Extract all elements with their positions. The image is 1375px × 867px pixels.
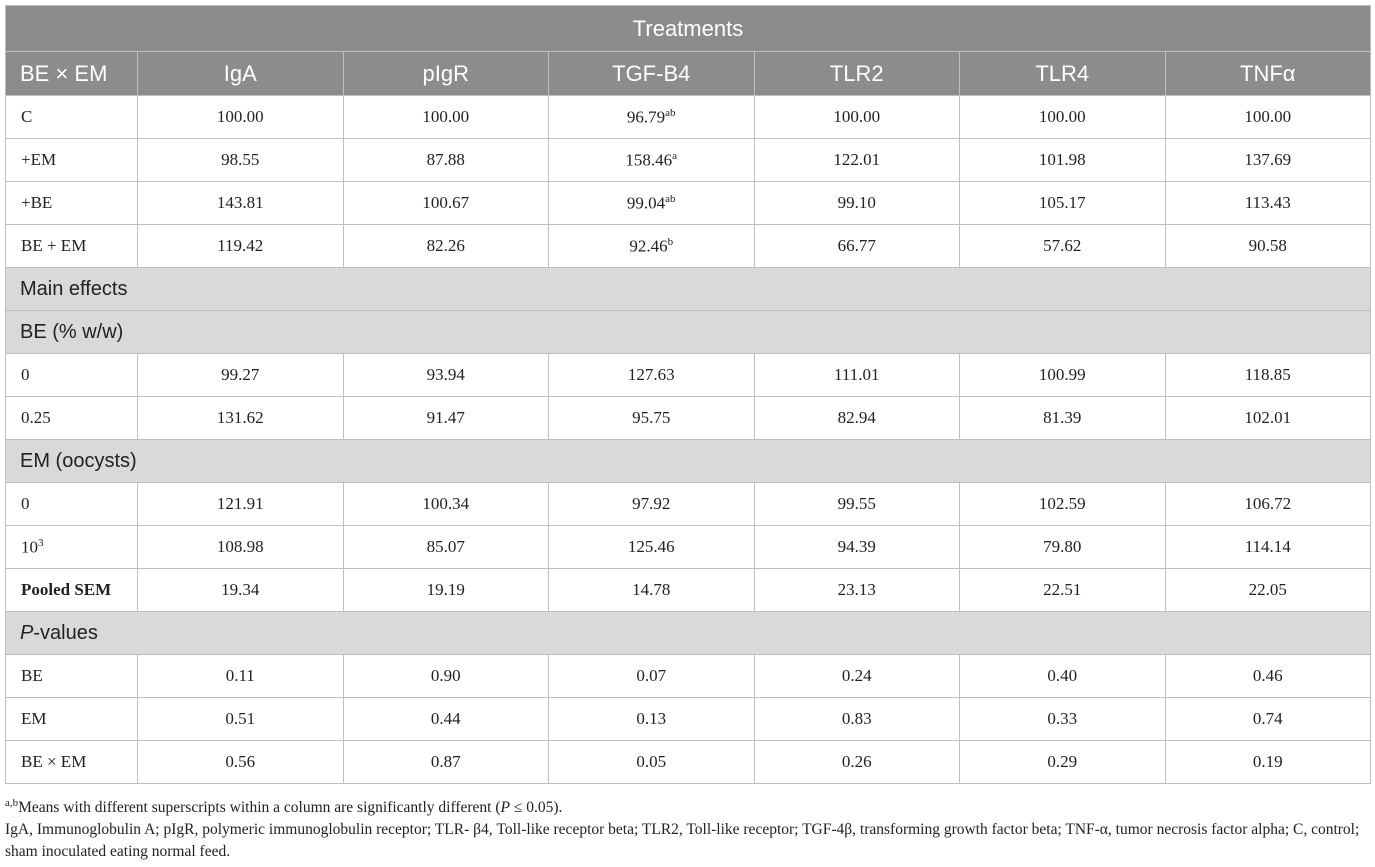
cell-value: 102.01 — [1244, 408, 1292, 427]
table-cell — [343, 569, 549, 612]
table-row — [6, 526, 1371, 569]
table-cell — [754, 483, 960, 526]
cell-value: 113.43 — [1244, 193, 1291, 212]
cell-value: 105.17 — [1038, 193, 1086, 212]
table-cell — [1165, 354, 1371, 397]
table-cell — [754, 96, 960, 139]
table-cell — [754, 655, 960, 698]
table-cell — [960, 483, 1166, 526]
section-row — [6, 440, 1371, 483]
table-row — [6, 698, 1371, 741]
row-label: +EM — [6, 139, 138, 182]
table-cell — [549, 526, 755, 569]
cell-superscript: ab — [665, 106, 676, 119]
cell-value: 137.69 — [1244, 150, 1292, 169]
cell-value: 158.46 — [625, 150, 673, 170]
section-row — [6, 268, 1371, 311]
table-cell — [138, 698, 344, 741]
cell-value: 111.01 — [834, 365, 880, 384]
pvalue-rows — [6, 655, 1371, 784]
table-cell — [960, 139, 1166, 182]
table-cell — [549, 139, 755, 182]
table-cell — [138, 741, 344, 784]
pooled-sem-rows — [6, 569, 1371, 612]
footnote-significance — [5, 792, 1370, 819]
table-cell — [549, 569, 755, 612]
section-label-em: EM (oocysts) — [6, 440, 1371, 483]
cell-value: 122.01 — [833, 150, 881, 169]
footnotes — [5, 792, 1370, 863]
results-table — [5, 5, 1371, 784]
row-label: BE — [6, 655, 138, 698]
table-cell — [960, 655, 1166, 698]
column-header-row — [6, 52, 1371, 96]
table-cell — [549, 182, 755, 225]
cell-value: 0.33 — [1047, 709, 1078, 728]
cell-value: 0.26 — [841, 752, 872, 771]
row-label-base: 10 — [21, 537, 38, 557]
table-cell — [138, 96, 344, 139]
column-header: BE × EM — [6, 52, 138, 96]
footnote-italic: P — [500, 799, 510, 817]
table-row — [6, 741, 1371, 784]
table-cell — [960, 182, 1166, 225]
cell-value: 57.62 — [1043, 236, 1082, 255]
cell-value: 98.55 — [221, 150, 260, 169]
table-cell — [138, 569, 344, 612]
table-cell — [138, 182, 344, 225]
table-cell — [343, 526, 549, 569]
cell-value: 0.90 — [430, 666, 461, 685]
section-label-be: BE (% w/w) — [6, 311, 1371, 354]
cell-value: 101.98 — [1038, 150, 1086, 169]
table-cell — [1165, 741, 1371, 784]
table-cell — [754, 526, 960, 569]
column-header: TGF-B4 — [549, 52, 755, 96]
table-cell — [754, 569, 960, 612]
table-cell — [1165, 655, 1371, 698]
cell-value: 100.00 — [216, 107, 264, 126]
cell-value: 114.14 — [1244, 537, 1291, 556]
table-cell — [754, 354, 960, 397]
section-label-main-effects: Main effects — [6, 268, 1371, 311]
table-row — [6, 569, 1371, 612]
cell-value: 0.46 — [1252, 666, 1283, 685]
table-cell — [343, 225, 549, 268]
cell-value: 87.88 — [426, 150, 465, 169]
table-cell — [754, 397, 960, 440]
table-title-row — [6, 6, 1371, 52]
table-cell — [343, 741, 549, 784]
cell-value: 0.11 — [225, 666, 255, 685]
cell-value: 99.55 — [837, 494, 876, 513]
section-label-pvalues — [6, 612, 1371, 655]
cell-value: 0.51 — [225, 709, 256, 728]
table-cell — [549, 397, 755, 440]
cell-value: 94.39 — [837, 537, 876, 556]
table-cell — [549, 741, 755, 784]
table-cell — [138, 655, 344, 698]
row-label: C — [6, 96, 138, 139]
cell-value: 0.44 — [430, 709, 461, 728]
row-label — [6, 526, 138, 569]
cell-value: 131.62 — [216, 408, 264, 427]
table-cell — [138, 225, 344, 268]
table-cell — [138, 526, 344, 569]
row-label: EM — [6, 698, 138, 741]
table-row — [6, 397, 1371, 440]
cell-value: 99.27 — [221, 365, 260, 384]
table-cell — [138, 397, 344, 440]
cell-value: 0.07 — [636, 666, 667, 685]
column-header: TNFα — [1165, 52, 1371, 96]
cell-value: 0.83 — [841, 709, 872, 728]
table-cell — [754, 698, 960, 741]
row-label: 0.25 — [6, 397, 138, 440]
cell-value: 95.75 — [632, 408, 671, 427]
cell-value: 0.56 — [225, 752, 256, 771]
section-row — [6, 612, 1371, 655]
footnote-sup: a,b — [5, 797, 19, 809]
table-cell — [138, 354, 344, 397]
table-cell — [138, 483, 344, 526]
results-table-container — [5, 5, 1370, 784]
row-label: +BE — [6, 182, 138, 225]
table-cell — [549, 96, 755, 139]
table-cell — [343, 139, 549, 182]
cell-value: 82.26 — [426, 236, 465, 255]
row-label: BE + EM — [6, 225, 138, 268]
table-cell — [754, 225, 960, 268]
cell-value: 19.19 — [426, 580, 465, 599]
table-row — [6, 225, 1371, 268]
table-cell — [343, 182, 549, 225]
cell-value: 79.80 — [1043, 537, 1082, 556]
table-cell — [754, 741, 960, 784]
table-row — [6, 96, 1371, 139]
table-cell — [1165, 526, 1371, 569]
cell-value: 22.51 — [1043, 580, 1082, 599]
table-cell — [960, 526, 1166, 569]
cell-value: 0.24 — [841, 666, 872, 685]
cell-value: 127.63 — [627, 365, 675, 384]
cell-value: 19.34 — [221, 580, 260, 599]
cell-value: 97.92 — [632, 494, 671, 513]
table-cell — [1165, 569, 1371, 612]
table-cell — [960, 698, 1166, 741]
cell-superscript: b — [667, 235, 674, 248]
table-cell — [1165, 182, 1371, 225]
table-cell — [1165, 225, 1371, 268]
table-cell — [138, 139, 344, 182]
table-row — [6, 655, 1371, 698]
row-label-exponent: 3 — [38, 536, 44, 549]
cell-value: 99.10 — [837, 193, 876, 212]
treatment-rows — [6, 96, 1371, 268]
cell-value: 0.19 — [1252, 752, 1283, 771]
cell-value: 23.13 — [837, 580, 876, 599]
footnote-text: ≤ 0.05). — [510, 799, 563, 817]
cell-value: 91.47 — [426, 408, 465, 427]
table-cell — [960, 225, 1166, 268]
table-cell — [343, 483, 549, 526]
table-cell — [1165, 483, 1371, 526]
cell-value: 100.00 — [833, 107, 881, 126]
cell-value: 118.85 — [1244, 365, 1291, 384]
cell-value: 93.94 — [426, 365, 465, 384]
cell-value: 119.42 — [217, 236, 264, 255]
column-header: TLR4 — [960, 52, 1166, 96]
column-header: TLR2 — [754, 52, 960, 96]
pvalues-label-rest: -values — [33, 621, 98, 644]
be-rows — [6, 354, 1371, 440]
table-row — [6, 483, 1371, 526]
pvalues-label-italic: P — [20, 621, 34, 644]
cell-value: 0.40 — [1047, 666, 1078, 685]
cell-value: 96.79 — [626, 107, 666, 127]
table-cell — [1165, 139, 1371, 182]
cell-value: 66.77 — [837, 236, 876, 255]
cell-value: 100.34 — [422, 494, 470, 513]
table-row — [6, 139, 1371, 182]
row-label: Pooled SEM — [6, 569, 138, 612]
table-cell — [960, 741, 1166, 784]
cell-value: 0.87 — [430, 752, 461, 771]
table-cell — [549, 655, 755, 698]
row-label: BE × EM — [6, 741, 138, 784]
cell-value: 108.98 — [216, 537, 264, 556]
column-header: IgA — [138, 52, 344, 96]
cell-value: 102.59 — [1038, 494, 1086, 513]
cell-value: 143.81 — [216, 193, 264, 212]
table-cell — [343, 397, 549, 440]
section-row — [6, 311, 1371, 354]
cell-value: 81.39 — [1043, 408, 1082, 427]
cell-value: 125.46 — [627, 537, 675, 556]
cell-value: 100.00 — [422, 107, 470, 126]
cell-value: 0.13 — [636, 709, 667, 728]
footnote-abbreviations: IgA, Immunoglobulin A; pIgR, polymeric immunoglobulin receptor; TLR- β4, Toll-like receptor beta; TLR2, Toll-like receptor; TGF-4β, transforming growth factor beta; TNF-α, tumor necrosis factor alpha; C, control; sham inoculated eating normal feed. — [5, 821, 1360, 861]
cell-value: 100.99 — [1038, 365, 1086, 384]
cell-superscript: ab — [665, 192, 676, 205]
cell-value: 22.05 — [1248, 580, 1287, 599]
row-label: 0 — [6, 483, 138, 526]
cell-superscript: a — [672, 149, 678, 162]
table-cell — [343, 96, 549, 139]
table-cell — [549, 354, 755, 397]
cell-value: 0.05 — [636, 752, 667, 771]
table-row — [6, 182, 1371, 225]
table-cell — [549, 698, 755, 741]
row-label: 0 — [6, 354, 138, 397]
cell-value: 14.78 — [632, 580, 671, 599]
cell-value: 82.94 — [837, 408, 876, 427]
table-cell — [1165, 698, 1371, 741]
table-row — [6, 354, 1371, 397]
cell-value: 90.58 — [1248, 236, 1287, 255]
cell-value: 100.67 — [422, 193, 470, 212]
footnote-text: Means with different superscripts within a column are significantly different ( — [18, 799, 501, 817]
table-cell — [754, 139, 960, 182]
column-header: pIgR — [343, 52, 549, 96]
cell-value: 99.04 — [626, 193, 666, 213]
cell-value: 0.74 — [1252, 709, 1283, 728]
table-cell — [960, 397, 1166, 440]
table-title: Treatments — [6, 6, 1371, 52]
cell-value: 0.29 — [1047, 752, 1078, 771]
table-cell — [1165, 397, 1371, 440]
table-cell — [960, 569, 1166, 612]
table-cell — [549, 483, 755, 526]
cell-value: 121.91 — [216, 494, 264, 513]
cell-value: 100.00 — [1038, 107, 1086, 126]
table-cell — [343, 354, 549, 397]
cell-value: 85.07 — [426, 537, 465, 556]
em-rows — [6, 483, 1371, 569]
cell-value: 92.46 — [629, 236, 668, 256]
cell-value: 100.00 — [1244, 107, 1292, 126]
table-cell — [754, 182, 960, 225]
table-cell — [343, 655, 549, 698]
table-cell — [549, 225, 755, 268]
table-cell — [960, 96, 1166, 139]
cell-value: 106.72 — [1244, 494, 1292, 513]
table-cell — [1165, 96, 1371, 139]
table-cell — [343, 698, 549, 741]
table-cell — [960, 354, 1166, 397]
